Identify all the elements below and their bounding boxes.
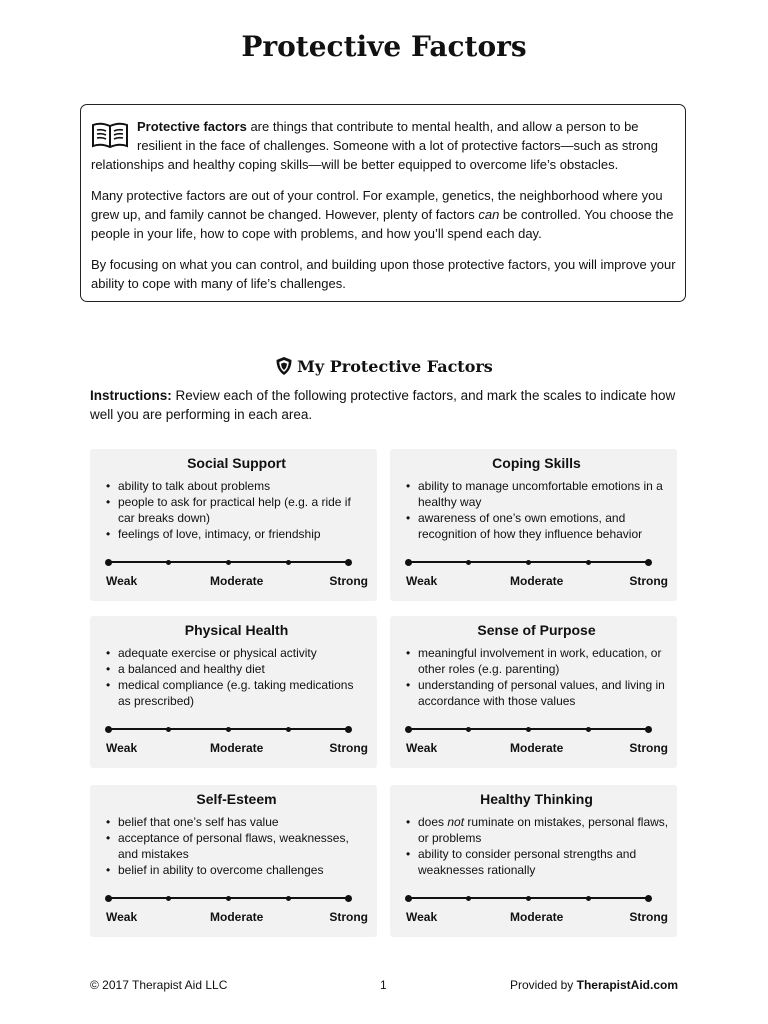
- card-physical-health: [90, 616, 377, 768]
- list-item: • a balanced and healthy diet: [104, 661, 369, 677]
- card-title: Healthy Thinking: [480, 791, 593, 807]
- card-sense-of-purpose: [390, 616, 677, 768]
- list-item: • belief in ability to overcome challenges: [104, 862, 369, 878]
- card-title: Coping Skills: [492, 455, 581, 471]
- list-item: • awareness of one’s own emotions, and recognition of how they influence behavior: [404, 510, 669, 542]
- rating-scale[interactable]: [408, 557, 648, 567]
- scale-label-moderate: Moderate: [510, 741, 564, 755]
- scale-label-weak: Weak: [106, 574, 138, 588]
- scale-label-strong: Strong: [329, 741, 368, 755]
- scale-label-moderate: Moderate: [510, 574, 564, 588]
- list-item: • belief that one’s self has value: [104, 814, 369, 830]
- section-title: My Protective Factors: [0, 356, 768, 376]
- rating-scale[interactable]: [108, 557, 348, 567]
- list-item: • does not ruminate on mistakes, personal flaws, or problems: [404, 814, 669, 846]
- scale-label-moderate: Moderate: [210, 910, 264, 924]
- list-item: • ability to manage uncomfortable emotions in a healthy way: [404, 478, 669, 510]
- scale-label-moderate: Moderate: [210, 574, 264, 588]
- list-item: • ability to consider personal strengths and weaknesses rationally: [404, 846, 669, 878]
- scale-label-strong: Strong: [329, 574, 368, 588]
- card-social-support: [90, 449, 377, 601]
- card-title: Physical Health: [184, 622, 289, 638]
- scale-label-weak: Weak: [106, 910, 138, 924]
- bullet-list: [104, 814, 369, 878]
- bullet-list: [404, 645, 669, 709]
- scale-label-weak: Weak: [406, 741, 438, 755]
- scale-label-moderate: Moderate: [210, 741, 264, 755]
- scale-label-strong: Strong: [629, 910, 668, 924]
- scale-label-weak: Weak: [406, 910, 438, 924]
- list-item: • acceptance of personal flaws, weaknesses, and mistakes: [104, 830, 369, 862]
- footer-copyright: © 2017 Therapist Aid LLC: [90, 978, 228, 992]
- card-self-esteem: [90, 785, 377, 937]
- instructions: Instructions: Review each of the following protective factors, and mark the scales to indicate how well you are performing in each area.: [90, 388, 676, 422]
- scale-label-strong: Strong: [329, 910, 368, 924]
- bullet-list: [404, 814, 669, 878]
- intro-box: [80, 104, 686, 302]
- intro-paragraph-1: Protective factors are things that contribute to mental health, and allow a person to be resilient in the face of challenges. Someone with a lot of protective factors—such as strong relationships and healthy coping skills—will be better equipped to overcome life’s obstacles.: [91, 119, 658, 172]
- list-item: • understanding of personal values, and living in accordance with those values: [404, 677, 669, 709]
- card-title: Self-Esteem: [196, 791, 277, 807]
- card-coping-skills: [390, 449, 677, 601]
- bullet-list: [404, 478, 669, 542]
- list-item: • adequate exercise or physical activity: [104, 645, 369, 661]
- card-title: Social Support: [187, 455, 286, 471]
- rating-scale[interactable]: [108, 893, 348, 903]
- shield-icon: [275, 356, 293, 376]
- footer-provided-by: Provided by TherapistAid.com: [509, 978, 678, 992]
- list-item: • ability to talk about problems: [104, 478, 369, 494]
- list-item: • feelings of love, intimacy, or friendship: [104, 526, 369, 542]
- rating-scale[interactable]: [408, 724, 648, 734]
- list-item: • people to ask for practical help (e.g. a ride if car breaks down): [104, 494, 369, 526]
- intro-paragraph-2: Many protective factors are out of your control. For example, genetics, the neighborhood where you grew up, and family cannot be changed. However, plenty of factors can be controlled. You choose the people in your life, how to cope with problems, and how you’ll spend each day.: [91, 188, 674, 241]
- intro-paragraph-3: By focusing on what you can control, and building upon those protective factors, you will improve your ability to cope with many of life’s challenges.: [91, 257, 676, 291]
- rating-scale[interactable]: [408, 893, 648, 903]
- rating-scale[interactable]: [108, 724, 348, 734]
- scale-label-moderate: Moderate: [510, 910, 564, 924]
- bullet-list: [104, 645, 369, 709]
- list-item: • medical compliance (e.g. taking medications as prescribed): [104, 677, 369, 709]
- bullet-list: [104, 478, 369, 542]
- page-title: Protective Factors: [241, 30, 527, 63]
- card-healthy-thinking: [390, 785, 677, 937]
- card-title: Sense of Purpose: [477, 622, 596, 638]
- list-item: • meaningful involvement in work, education, or other roles (e.g. parenting): [404, 645, 669, 677]
- scale-label-weak: Weak: [106, 741, 138, 755]
- scale-label-strong: Strong: [629, 574, 668, 588]
- scale-label-weak: Weak: [406, 574, 438, 588]
- footer-page-number: 1: [380, 978, 387, 992]
- open-book-icon: [91, 120, 129, 150]
- scale-label-strong: Strong: [629, 741, 668, 755]
